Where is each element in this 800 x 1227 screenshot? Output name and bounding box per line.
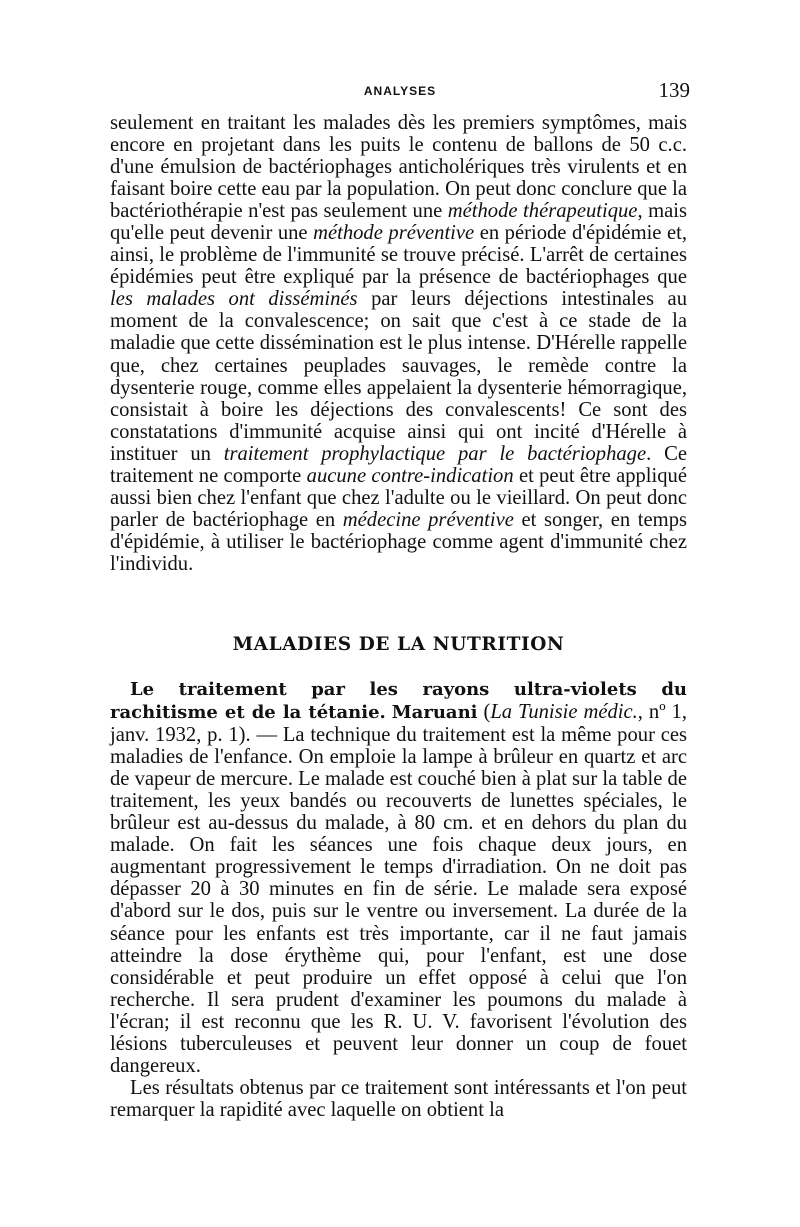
- running-title: ANALYSES: [363, 84, 437, 98]
- article-title: Le traitement par les rayons ultra-violets du rachitisme et de la tétanie.: [110, 679, 687, 724]
- article-author: Maruani: [391, 702, 478, 724]
- italic-run: méthode thérapeutique: [447, 200, 638, 223]
- continued-paragraph: [110, 112, 687, 575]
- page-number: 139: [658, 78, 690, 102]
- italic-run: médecine préventive: [342, 508, 514, 531]
- text-run: et songer, en temps d'épidémie, à utiliser le bactériophage comme agent d'immunité chez l'individu.: [110, 508, 688, 575]
- text-run: et peut être appliqué aussi bien chez l'enfant que chez l'adulte ou le vieillard. On peut donc parler de bactériophage en: [110, 464, 687, 531]
- page-header: [110, 78, 690, 102]
- journal-name: La Tunisie médic.: [490, 701, 638, 724]
- italic-run: aucune contre-indication: [306, 464, 514, 487]
- text-run: . Ce traitement ne comporte: [110, 442, 687, 487]
- italic-run: méthode préventive: [313, 222, 475, 245]
- text-run: , nº 1, janv. 1932, p. 1). — La technique du traitement est la même pour ces maladies de l'enfance. On emploie la lampe à brûleur en quartz et arc de vapeur de mercure. Le malade est couché bien à plat sur la table de traitement, les yeux bandés ou recouverts de lunettes spéciales, le brûleur est au-dessus du malade, à 80 cm. et en dehors du plan du malade. On fait les séances une fois chaque deux jours, en augmentant progressivement le temps d'irradiation. On ne doit pas dépasser 20 à 30 minutes en fin de série. Le malade sera exposé d'abord sur le dos, puis sur le ventre ou inversement. La durée de la séance pour les enfants est très importante, car il ne faut jamais atteindre la dose érythème qui, pour l'enfant, est une dose considérable et peut produire un effet opposé à celui que l'on recherche. Il sera prudent d'examiner les poumons du malade à l'écran; il est reconnu que les R. U. V. favorisent l'évolution des lésions tuberculeuses et peuvent leur donner un coup de fouet dangereux.: [110, 701, 687, 1077]
- italic-run: traitement prophylactique par le bactériophage: [223, 442, 647, 465]
- article-paragraph-2: Les résultats obtenus par ce traitement sont intéressants et l'on peut remarquer la rapidité avec laquelle on obtient la: [110, 1076, 687, 1121]
- italic-run: les malades ont disséminés: [110, 288, 358, 311]
- text-run: en période d'épidémie et, ainsi, le problème de l'immunité se trouve précisé. L'arrêt de certaines épidémies peut être expliqué par la présence de bactériophages que: [110, 222, 687, 289]
- article-entry: [110, 678, 687, 1121]
- text-run: par leurs déjections intestinales au moment de la convalescence; on sait que c'est à ce stade de la maladie que cette dissémination est le plus intense. D'Hérelle rappelle que, chez certaines peuplades sauvages, le remède contre la dysenterie rouge, comme elles appelaient la dysenterie hémorragique, consistait à boire les déjections des convalescents! Ce sont des constatations d'immunité acquise ainsi qui ont incité d'Hérelle à instituer un: [110, 288, 687, 465]
- section-heading: MALADIES DE LA NUTRITION: [232, 634, 565, 655]
- text-run: seulement en traitant les malades dès les premiers symptômes, mais encore en projetant dans les puits le contenu de ballons de 50 c.c. d'une émulsion de bactériophages anticholériques très virulents et en faisant boire cette eau par la population. On peut donc conclure que la bactériothérapie n'est pas seulement une: [110, 112, 687, 223]
- article-paragraph: [110, 678, 687, 1077]
- paragraph-text: [110, 112, 687, 575]
- text-run: , mais qu'elle peut devenir une: [110, 200, 688, 245]
- text-run: (: [477, 701, 491, 724]
